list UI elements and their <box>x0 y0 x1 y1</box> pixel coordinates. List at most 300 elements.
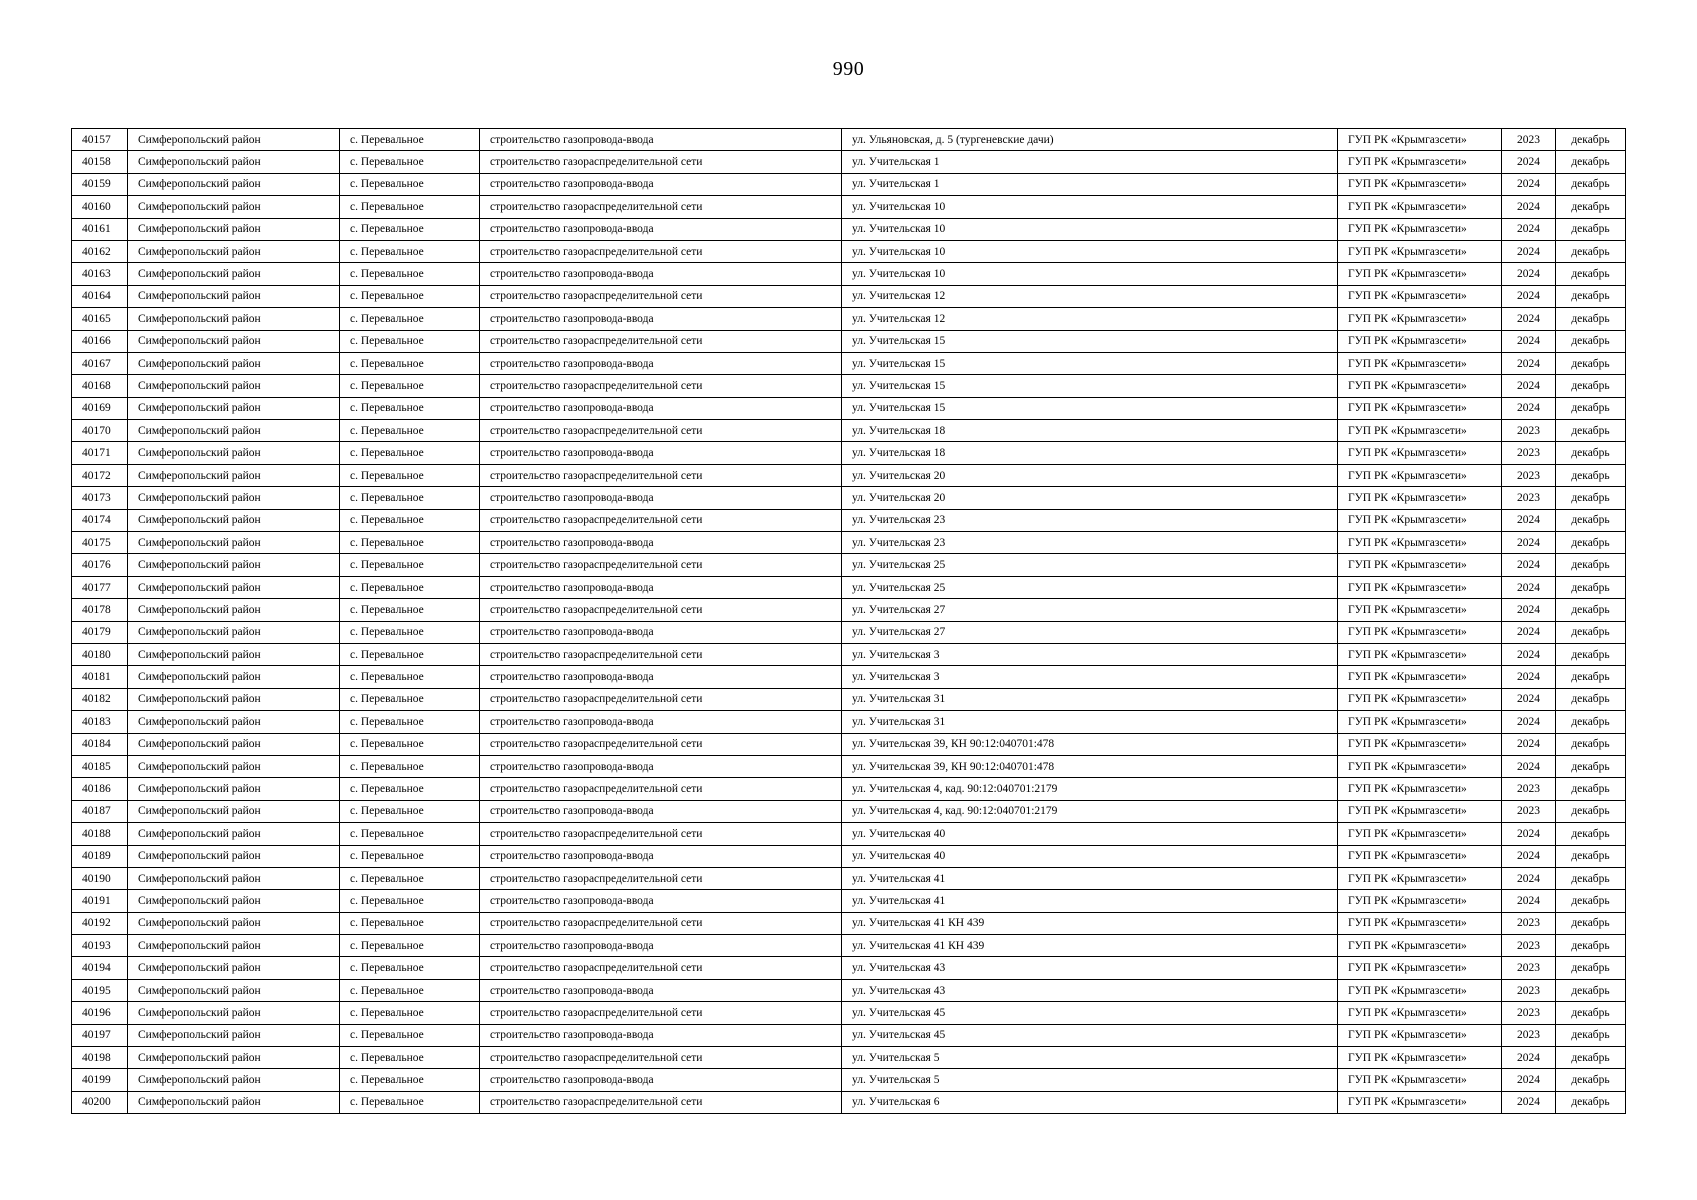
address-cell: ул. Учительская 41 КН 439 <box>842 935 1338 957</box>
month-cell: декабрь <box>1556 935 1626 957</box>
month-cell: декабрь <box>1556 711 1626 733</box>
month-cell: декабрь <box>1556 912 1626 934</box>
address-cell: ул. Учительская 1 <box>842 151 1338 173</box>
organization-cell: ГУП РК «Крымгазсети» <box>1338 1047 1502 1069</box>
address-cell: ул. Учительская 20 <box>842 487 1338 509</box>
month-cell: декабрь <box>1556 464 1626 486</box>
year-cell: 2024 <box>1502 352 1556 374</box>
work-type-cell: строительство газораспределительной сети <box>480 509 842 531</box>
year-cell: 2024 <box>1502 576 1556 598</box>
locality-cell: с. Перевальное <box>340 173 480 195</box>
locality-cell: с. Перевальное <box>340 397 480 419</box>
record-number-cell: 40180 <box>72 643 128 665</box>
table-row <box>72 755 1626 777</box>
organization-cell: ГУП РК «Крымгазсети» <box>1338 666 1502 688</box>
record-number-cell: 40183 <box>72 711 128 733</box>
year-cell: 2024 <box>1502 1091 1556 1113</box>
address-cell: ул. Учительская 41 <box>842 867 1338 889</box>
locality-cell: с. Перевальное <box>340 442 480 464</box>
district-cell: Симферопольский район <box>128 129 340 151</box>
organization-cell: ГУП РК «Крымгазсети» <box>1338 509 1502 531</box>
table-row <box>72 890 1626 912</box>
work-type-cell: строительство газопровода-ввода <box>480 935 842 957</box>
month-cell: декабрь <box>1556 173 1626 195</box>
work-type-cell: строительство газораспределительной сети <box>480 151 842 173</box>
year-cell: 2024 <box>1502 666 1556 688</box>
organization-cell: ГУП РК «Крымгазсети» <box>1338 621 1502 643</box>
record-number-cell: 40200 <box>72 1091 128 1113</box>
district-cell: Симферопольский район <box>128 1069 340 1091</box>
month-cell: декабрь <box>1556 1002 1626 1024</box>
work-type-cell: строительство газопровода-ввода <box>480 800 842 822</box>
record-number-cell: 40169 <box>72 397 128 419</box>
locality-cell: с. Перевальное <box>340 867 480 889</box>
address-cell: ул. Учительская 12 <box>842 308 1338 330</box>
address-cell: ул. Учительская 27 <box>842 621 1338 643</box>
table-row <box>72 285 1626 307</box>
month-cell: декабрь <box>1556 240 1626 262</box>
table-row <box>72 823 1626 845</box>
district-cell: Симферопольский район <box>128 755 340 777</box>
year-cell: 2024 <box>1502 554 1556 576</box>
record-number-cell: 40196 <box>72 1002 128 1024</box>
month-cell: декабрь <box>1556 621 1626 643</box>
record-number-cell: 40159 <box>72 173 128 195</box>
year-cell: 2024 <box>1502 688 1556 710</box>
table-row <box>72 420 1626 442</box>
year-cell: 2024 <box>1502 240 1556 262</box>
work-type-cell: строительство газораспределительной сети <box>480 330 842 352</box>
locality-cell: с. Перевальное <box>340 352 480 374</box>
year-cell: 2024 <box>1502 867 1556 889</box>
year-cell: 2024 <box>1502 643 1556 665</box>
table-row <box>72 352 1626 374</box>
locality-cell: с. Перевальное <box>340 308 480 330</box>
district-cell: Симферопольский район <box>128 599 340 621</box>
organization-cell: ГУП РК «Крымгазсети» <box>1338 330 1502 352</box>
table-row <box>72 845 1626 867</box>
year-cell: 2024 <box>1502 509 1556 531</box>
work-type-cell: строительство газораспределительной сети <box>480 733 842 755</box>
record-number-cell: 40176 <box>72 554 128 576</box>
year-cell: 2023 <box>1502 778 1556 800</box>
month-cell: декабрь <box>1556 867 1626 889</box>
organization-cell: ГУП РК «Крымгазсети» <box>1338 487 1502 509</box>
work-type-cell: строительство газораспределительной сети <box>480 240 842 262</box>
table-row <box>72 375 1626 397</box>
month-cell: декабрь <box>1556 845 1626 867</box>
organization-cell: ГУП РК «Крымгазсети» <box>1338 464 1502 486</box>
table-row <box>72 129 1626 151</box>
work-type-cell: строительство газораспределительной сети <box>480 643 842 665</box>
year-cell: 2024 <box>1502 532 1556 554</box>
address-cell: ул. Учительская 15 <box>842 375 1338 397</box>
table-row <box>72 733 1626 755</box>
locality-cell: с. Перевальное <box>340 643 480 665</box>
locality-cell: с. Перевальное <box>340 532 480 554</box>
month-cell: декабрь <box>1556 733 1626 755</box>
record-number-cell: 40182 <box>72 688 128 710</box>
address-cell: ул. Учительская 10 <box>842 218 1338 240</box>
locality-cell: с. Перевальное <box>340 1024 480 1046</box>
table-row <box>72 397 1626 419</box>
work-type-cell: строительство газопровода-ввода <box>480 1069 842 1091</box>
organization-cell: ГУП РК «Крымгазсети» <box>1338 800 1502 822</box>
organization-cell: ГУП РК «Крымгазсети» <box>1338 308 1502 330</box>
table-row <box>72 599 1626 621</box>
table-row <box>72 912 1626 934</box>
register-table-body <box>72 129 1626 1114</box>
table-row <box>72 1069 1626 1091</box>
organization-cell: ГУП РК «Крымгазсети» <box>1338 778 1502 800</box>
locality-cell: с. Перевальное <box>340 509 480 531</box>
organization-cell: ГУП РК «Крымгазсети» <box>1338 711 1502 733</box>
table-row <box>72 554 1626 576</box>
month-cell: декабрь <box>1556 666 1626 688</box>
month-cell: декабрь <box>1556 778 1626 800</box>
record-number-cell: 40171 <box>72 442 128 464</box>
district-cell: Симферопольский район <box>128 375 340 397</box>
month-cell: декабрь <box>1556 800 1626 822</box>
table-row <box>72 487 1626 509</box>
address-cell: ул. Учительская 3 <box>842 666 1338 688</box>
year-cell: 2024 <box>1502 621 1556 643</box>
work-type-cell: строительство газопровода-ввода <box>480 532 842 554</box>
address-cell: ул. Учительская 10 <box>842 263 1338 285</box>
organization-cell: ГУП РК «Крымгазсети» <box>1338 1069 1502 1091</box>
table-row <box>72 308 1626 330</box>
locality-cell: с. Перевальное <box>340 755 480 777</box>
district-cell: Симферопольский район <box>128 1024 340 1046</box>
address-cell: ул. Учительская 20 <box>842 464 1338 486</box>
month-cell: декабрь <box>1556 890 1626 912</box>
address-cell: ул. Учительская 45 <box>842 1002 1338 1024</box>
record-number-cell: 40199 <box>72 1069 128 1091</box>
table-row <box>72 464 1626 486</box>
district-cell: Симферопольский район <box>128 240 340 262</box>
record-number-cell: 40197 <box>72 1024 128 1046</box>
table-row <box>72 330 1626 352</box>
table-row <box>72 688 1626 710</box>
work-type-cell: строительство газопровода-ввода <box>480 666 842 688</box>
record-number-cell: 40160 <box>72 196 128 218</box>
record-number-cell: 40177 <box>72 576 128 598</box>
district-cell: Симферопольский район <box>128 666 340 688</box>
address-cell: ул. Учительская 43 <box>842 979 1338 1001</box>
year-cell: 2023 <box>1502 129 1556 151</box>
address-cell: ул. Учительская 10 <box>842 240 1338 262</box>
locality-cell: с. Перевальное <box>340 1069 480 1091</box>
work-type-cell: строительство газопровода-ввода <box>480 979 842 1001</box>
district-cell: Симферопольский район <box>128 352 340 374</box>
work-type-cell: строительство газопровода-ввода <box>480 173 842 195</box>
year-cell: 2023 <box>1502 442 1556 464</box>
address-cell: ул. Учительская 15 <box>842 330 1338 352</box>
table-row <box>72 778 1626 800</box>
organization-cell: ГУП РК «Крымгазсети» <box>1338 554 1502 576</box>
district-cell: Симферопольский район <box>128 823 340 845</box>
record-number-cell: 40166 <box>72 330 128 352</box>
month-cell: декабрь <box>1556 643 1626 665</box>
month-cell: декабрь <box>1556 263 1626 285</box>
work-type-cell: строительство газопровода-ввода <box>480 442 842 464</box>
work-type-cell: строительство газопровода-ввода <box>480 1024 842 1046</box>
organization-cell: ГУП РК «Крымгазсети» <box>1338 845 1502 867</box>
month-cell: декабрь <box>1556 755 1626 777</box>
organization-cell: ГУП РК «Крымгазсети» <box>1338 196 1502 218</box>
year-cell: 2024 <box>1502 330 1556 352</box>
organization-cell: ГУП РК «Крымгазсети» <box>1338 599 1502 621</box>
address-cell: ул. Учительская 6 <box>842 1091 1338 1113</box>
district-cell: Симферопольский район <box>128 979 340 1001</box>
month-cell: декабрь <box>1556 979 1626 1001</box>
work-type-cell: строительство газопровода-ввода <box>480 263 842 285</box>
work-type-cell: строительство газопровода-ввода <box>480 711 842 733</box>
work-type-cell: строительство газораспределительной сети <box>480 1047 842 1069</box>
district-cell: Симферопольский район <box>128 554 340 576</box>
record-number-cell: 40172 <box>72 464 128 486</box>
month-cell: декабрь <box>1556 375 1626 397</box>
district-cell: Симферопольский район <box>128 509 340 531</box>
month-cell: декабрь <box>1556 1091 1626 1113</box>
month-cell: декабрь <box>1556 151 1626 173</box>
month-cell: декабрь <box>1556 308 1626 330</box>
record-number-cell: 40191 <box>72 890 128 912</box>
register-table <box>71 128 1626 1114</box>
district-cell: Симферопольский район <box>128 1047 340 1069</box>
address-cell: ул. Учительская 5 <box>842 1047 1338 1069</box>
district-cell: Симферопольский район <box>128 800 340 822</box>
year-cell: 2024 <box>1502 173 1556 195</box>
month-cell: декабрь <box>1556 487 1626 509</box>
work-type-cell: строительство газопровода-ввода <box>480 576 842 598</box>
work-type-cell: строительство газопровода-ввода <box>480 890 842 912</box>
month-cell: декабрь <box>1556 330 1626 352</box>
month-cell: декабрь <box>1556 1069 1626 1091</box>
locality-cell: с. Перевальное <box>340 151 480 173</box>
organization-cell: ГУП РК «Крымгазсети» <box>1338 352 1502 374</box>
year-cell: 2024 <box>1502 890 1556 912</box>
locality-cell: с. Перевальное <box>340 912 480 934</box>
month-cell: декабрь <box>1556 688 1626 710</box>
organization-cell: ГУП РК «Крымгазсети» <box>1338 867 1502 889</box>
locality-cell: с. Перевальное <box>340 375 480 397</box>
district-cell: Симферопольский район <box>128 420 340 442</box>
address-cell: ул. Учительская 43 <box>842 957 1338 979</box>
month-cell: декабрь <box>1556 352 1626 374</box>
locality-cell: с. Перевальное <box>340 800 480 822</box>
work-type-cell: строительство газораспределительной сети <box>480 778 842 800</box>
locality-cell: с. Перевальное <box>340 890 480 912</box>
table-row <box>72 979 1626 1001</box>
address-cell: ул. Учительская 31 <box>842 688 1338 710</box>
table-row <box>72 1047 1626 1069</box>
year-cell: 2024 <box>1502 733 1556 755</box>
work-type-cell: строительство газопровода-ввода <box>480 621 842 643</box>
district-cell: Симферопольский район <box>128 778 340 800</box>
month-cell: декабрь <box>1556 285 1626 307</box>
month-cell: декабрь <box>1556 509 1626 531</box>
address-cell: ул. Учительская 23 <box>842 532 1338 554</box>
record-number-cell: 40185 <box>72 755 128 777</box>
address-cell: ул. Учительская 5 <box>842 1069 1338 1091</box>
organization-cell: ГУП РК «Крымгазсети» <box>1338 912 1502 934</box>
work-type-cell: строительство газопровода-ввода <box>480 352 842 374</box>
table-row <box>72 196 1626 218</box>
record-number-cell: 40184 <box>72 733 128 755</box>
year-cell: 2024 <box>1502 599 1556 621</box>
district-cell: Симферопольский район <box>128 621 340 643</box>
locality-cell: с. Перевальное <box>340 263 480 285</box>
address-cell: ул. Учительская 25 <box>842 576 1338 598</box>
locality-cell: с. Перевальное <box>340 688 480 710</box>
organization-cell: ГУП РК «Крымгазсети» <box>1338 979 1502 1001</box>
address-cell: ул. Учительская 18 <box>842 442 1338 464</box>
table-row <box>72 218 1626 240</box>
locality-cell: с. Перевальное <box>340 1091 480 1113</box>
month-cell: декабрь <box>1556 957 1626 979</box>
organization-cell: ГУП РК «Крымгазсети» <box>1338 129 1502 151</box>
work-type-cell: строительство газораспределительной сети <box>480 420 842 442</box>
district-cell: Симферопольский район <box>128 711 340 733</box>
locality-cell: с. Перевальное <box>340 778 480 800</box>
month-cell: декабрь <box>1556 129 1626 151</box>
locality-cell: с. Перевальное <box>340 845 480 867</box>
month-cell: декабрь <box>1556 1024 1626 1046</box>
year-cell: 2023 <box>1502 979 1556 1001</box>
work-type-cell: строительство газопровода-ввода <box>480 308 842 330</box>
locality-cell: с. Перевальное <box>340 129 480 151</box>
address-cell: ул. Учительская 4, кад. 90:12:040701:2179 <box>842 778 1338 800</box>
address-cell: ул. Учительская 39, КН 90:12:040701:478 <box>842 733 1338 755</box>
table-row <box>72 263 1626 285</box>
year-cell: 2023 <box>1502 800 1556 822</box>
address-cell: ул. Учительская 41 <box>842 890 1338 912</box>
record-number-cell: 40158 <box>72 151 128 173</box>
address-cell: ул. Учительская 1 <box>842 173 1338 195</box>
record-number-cell: 40178 <box>72 599 128 621</box>
organization-cell: ГУП РК «Крымгазсети» <box>1338 890 1502 912</box>
table-row <box>72 173 1626 195</box>
work-type-cell: строительство газораспределительной сети <box>480 285 842 307</box>
locality-cell: с. Перевальное <box>340 240 480 262</box>
locality-cell: с. Перевальное <box>340 218 480 240</box>
month-cell: декабрь <box>1556 397 1626 419</box>
district-cell: Симферопольский район <box>128 173 340 195</box>
district-cell: Симферопольский район <box>128 442 340 464</box>
district-cell: Симферопольский район <box>128 464 340 486</box>
record-number-cell: 40174 <box>72 509 128 531</box>
organization-cell: ГУП РК «Крымгазсети» <box>1338 263 1502 285</box>
year-cell: 2024 <box>1502 218 1556 240</box>
organization-cell: ГУП РК «Крымгазсети» <box>1338 173 1502 195</box>
locality-cell: с. Перевальное <box>340 711 480 733</box>
work-type-cell: строительство газораспределительной сети <box>480 1091 842 1113</box>
organization-cell: ГУП РК «Крымгазсети» <box>1338 1002 1502 1024</box>
record-number-cell: 40167 <box>72 352 128 374</box>
district-cell: Симферопольский район <box>128 643 340 665</box>
address-cell: ул. Учительская 15 <box>842 397 1338 419</box>
organization-cell: ГУП РК «Крымгазсети» <box>1338 755 1502 777</box>
year-cell: 2023 <box>1502 912 1556 934</box>
record-number-cell: 40161 <box>72 218 128 240</box>
district-cell: Симферопольский район <box>128 330 340 352</box>
locality-cell: с. Перевальное <box>340 554 480 576</box>
locality-cell: с. Перевальное <box>340 1002 480 1024</box>
record-number-cell: 40187 <box>72 800 128 822</box>
organization-cell: ГУП РК «Крымгазсети» <box>1338 1091 1502 1113</box>
work-type-cell: строительство газопровода-ввода <box>480 845 842 867</box>
organization-cell: ГУП РК «Крымгазсети» <box>1338 733 1502 755</box>
table-row <box>72 1024 1626 1046</box>
address-cell: ул. Учительская 23 <box>842 509 1338 531</box>
organization-cell: ГУП РК «Крымгазсети» <box>1338 285 1502 307</box>
work-type-cell: строительство газораспределительной сети <box>480 912 842 934</box>
district-cell: Симферопольский район <box>128 308 340 330</box>
district-cell: Симферопольский район <box>128 1091 340 1113</box>
organization-cell: ГУП РК «Крымгазсети» <box>1338 643 1502 665</box>
work-type-cell: строительство газораспределительной сети <box>480 375 842 397</box>
organization-cell: ГУП РК «Крымгазсети» <box>1338 532 1502 554</box>
table-row <box>72 643 1626 665</box>
district-cell: Симферопольский район <box>128 263 340 285</box>
organization-cell: ГУП РК «Крымгазсети» <box>1338 442 1502 464</box>
record-number-cell: 40170 <box>72 420 128 442</box>
organization-cell: ГУП РК «Крымгазсети» <box>1338 151 1502 173</box>
table-row <box>72 957 1626 979</box>
record-number-cell: 40164 <box>72 285 128 307</box>
locality-cell: с. Перевальное <box>340 599 480 621</box>
year-cell: 2023 <box>1502 957 1556 979</box>
locality-cell: с. Перевальное <box>340 823 480 845</box>
table-row <box>72 711 1626 733</box>
district-cell: Симферопольский район <box>128 688 340 710</box>
address-cell: ул. Учительская 3 <box>842 643 1338 665</box>
locality-cell: с. Перевальное <box>340 957 480 979</box>
table-row <box>72 532 1626 554</box>
month-cell: декабрь <box>1556 576 1626 598</box>
table-row <box>72 1091 1626 1113</box>
locality-cell: с. Перевальное <box>340 464 480 486</box>
record-number-cell: 40168 <box>72 375 128 397</box>
district-cell: Симферопольский район <box>128 151 340 173</box>
locality-cell: с. Перевальное <box>340 487 480 509</box>
record-number-cell: 40190 <box>72 867 128 889</box>
district-cell: Симферопольский район <box>128 867 340 889</box>
address-cell: ул. Учительская 27 <box>842 599 1338 621</box>
locality-cell: с. Перевальное <box>340 285 480 307</box>
work-type-cell: строительство газораспределительной сети <box>480 823 842 845</box>
record-number-cell: 40193 <box>72 935 128 957</box>
address-cell: ул. Ульяновская, д. 5 (тургеневские дачи) <box>842 129 1338 151</box>
organization-cell: ГУП РК «Крымгазсети» <box>1338 375 1502 397</box>
district-cell: Симферопольский район <box>128 285 340 307</box>
year-cell: 2024 <box>1502 1069 1556 1091</box>
organization-cell: ГУП РК «Крымгазсети» <box>1338 935 1502 957</box>
year-cell: 2023 <box>1502 487 1556 509</box>
year-cell: 2024 <box>1502 711 1556 733</box>
work-type-cell: строительство газораспределительной сети <box>480 196 842 218</box>
table-row <box>72 509 1626 531</box>
month-cell: декабрь <box>1556 442 1626 464</box>
table-row <box>72 1002 1626 1024</box>
organization-cell: ГУП РК «Крымгазсети» <box>1338 420 1502 442</box>
work-type-cell: строительство газораспределительной сети <box>480 957 842 979</box>
district-cell: Симферопольский район <box>128 845 340 867</box>
record-number-cell: 40175 <box>72 532 128 554</box>
locality-cell: с. Перевальное <box>340 621 480 643</box>
month-cell: декабрь <box>1556 420 1626 442</box>
